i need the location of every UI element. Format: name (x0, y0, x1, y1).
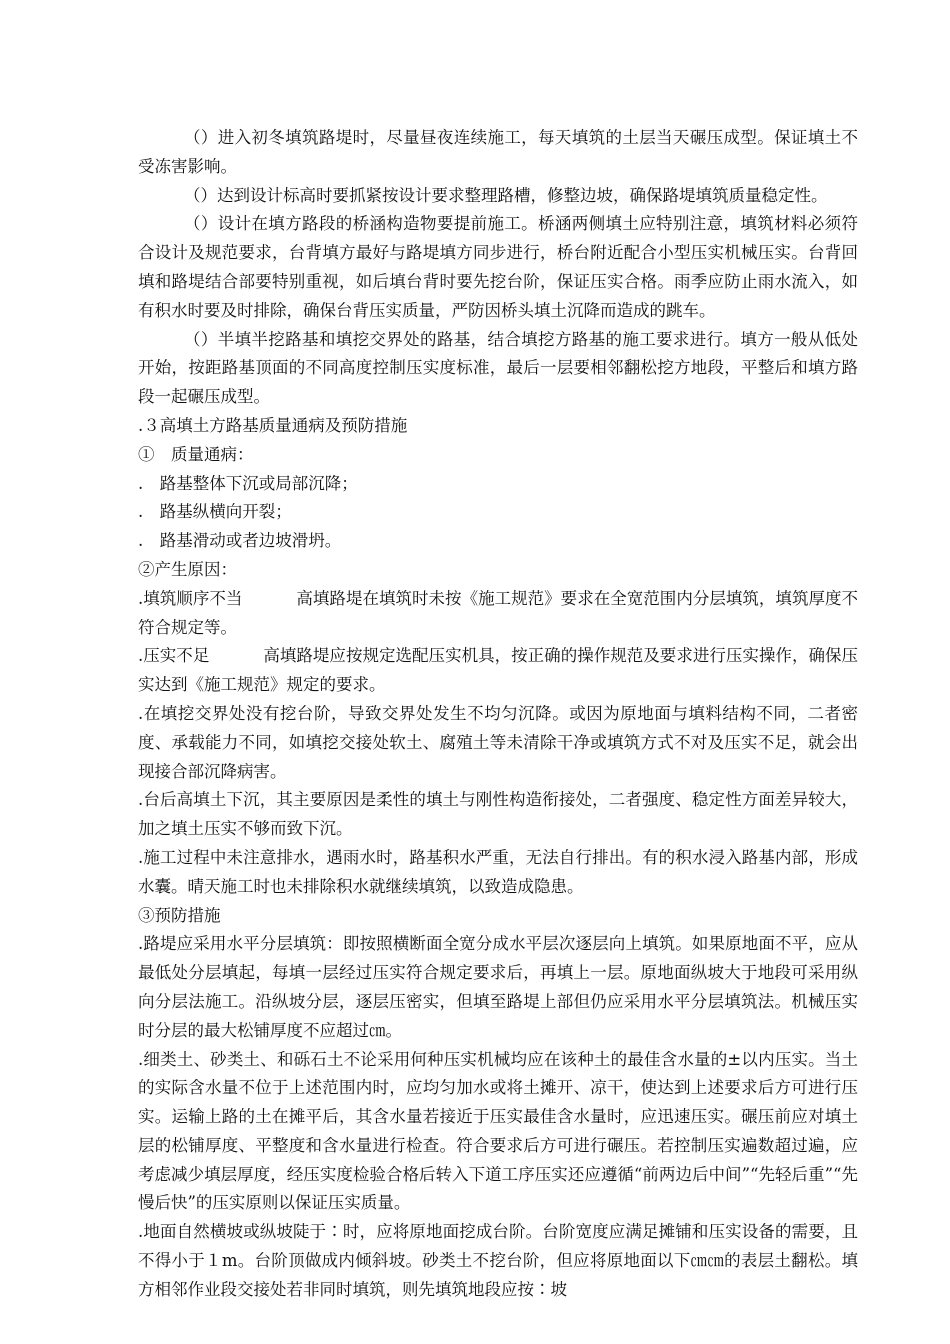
cause-item-compaction (138, 642, 858, 700)
cause-item-filling-order (138, 585, 858, 643)
prevention-item-moisture: .细类土、砂类土、和砾石土不论采用何种压实机械均应在该种土的最佳含水量的±以内压实。当土的实际含水量不位于上述范围内时，应均匀加水或将土摊开、凉干，使达到上述要求后方可进行压实。运输上路的土在摊平后，其含水量若接近于压实最佳含水量时，应迅速压实。碾压前应对填土层的松铺厚度、平整度和含水量进行检查。符合要求后方可进行碾压。若控制压实遍数超过遍，应考虑减少填层厚度，经压实度检验合格后转入下道工序压实还应遵循“前两边后中间”“先轻后重”“先慢后快”的压实原则以保证压实质量。 (138, 1049, 858, 1213)
defects-heading: ① 质量通病： (138, 444, 254, 464)
paragraph-half-fill-half-cut: （）半填半挖路基和填挖交界处的路基，结合填挖方路基的施工要求进行。填方一般从低处开始，按距路基顶面的不同高度控制压实度标准，最后一层要相邻翻松挖方地段，平整后和填方路段一起碾压成型。 (138, 329, 858, 407)
prevention-heading: ③预防措施 (138, 905, 221, 925)
prevention-item-layered-filling: .路堤应采用水平分层填筑：即按照横断面全宽分成水平层次逐层向上填筑。如果原地面不平，应从最低处分层填起，每填一层经过压实符合规定要求后，再填上一层。原地面纵坡大于地段可采用纵向分层法施工。沿纵坡分层，逐层压密实，但填至路堤上部但仍应采用水平分层填筑法。机械压实时分层的最大松铺厚度不应超过㎝。 (138, 934, 858, 1040)
cause-body: 高填路堤应按规定选配压实机具，按正确的操作规范及要求进行压实操作，确保压实达到《施工规范》规定的要求。 (138, 646, 859, 695)
cause-item-junction: .在填挖交界处没有挖台阶，导致交界处发生不均匀沉降。或因为原地面与填料结构不同，二者密度、承载能力不同，如填挖交接处软土、腐殖土等未清除干净或填筑方式不对及压实不足，就会出现接合部沉降病害。 (138, 703, 858, 781)
section-title: .３高填土方路基质量通病及预防措施 (138, 415, 408, 435)
cause-item-drainage: .施工过程中未注意排水，遇雨水时，路基积水严重，无法自行排出。有的积水浸入路基内部，形成水囊。晴天施工时也未排除积水就继续填筑，以致造成隐患。 (138, 847, 858, 896)
document-page (138, 124, 858, 1305)
paragraph-winter-filling: （）进入初冬填筑路堤时，尽量昼夜连续施工，每天填筑的土层当天碾压成型。保证填土不受冻害影响。 (138, 128, 858, 176)
prevention-item-steps: .地面自然横坡或纵坡陡于∶时，应将原地面挖成台阶。台阶宽度应满足摊铺和压实设备的需要，且不得小于１m。台阶顶做成内倾斜坡。砂类土不挖台阶，但应将原地面以下㎝㎝的表层土翻松。填方相邻作业段交接处若非同时填筑，则先填筑地段应按∶坡 (138, 1222, 858, 1299)
paragraph-design-elevation: （）达到设计标高时要抓紧按设计要求整理路槽，修整边坡，确保路堤填筑质量稳定性。 (184, 185, 828, 205)
cause-title: .填筑顺序不当 (138, 588, 243, 608)
defect-item: . 路基纵横向开裂； (138, 502, 292, 522)
paragraph-bridge-culvert: （）设计在填方路段的桥涵构造物要提前施工。桥涵两侧填土应特别注意，填筑材料必须符合设计及规范要求，台背填方最好与路堤填方同步进行，桥台附近配合小型压实机械压实。台背回填和路堤结合部要特别重视，如后填台背时要先挖台阶，保证压实合格。雨季应防止雨水流入，如有积水时要及时排除，确保台背压实质量，严防因桥头填土沉降而造成的跳车。 (138, 214, 858, 320)
cause-item-abutment: .台后高填土下沉，其主要原因是柔性的填土与刚性构造衔接处，二者强度、稳定性方面差异较大，加之填土压实不够而致下沉。 (138, 790, 858, 839)
cause-body: 高填路堤在填筑时未按《施工规范》要求在全宽范围内分层填筑，填筑厚度不符合规定等。 (138, 588, 858, 637)
cause-title: .压实不足 (138, 646, 210, 666)
defect-item: . 路基滑动或者边坡滑坍。 (138, 531, 342, 551)
defect-item: . 路基整体下沉或局部沉降； (138, 473, 358, 493)
causes-heading: ②产生原因： (138, 559, 237, 579)
